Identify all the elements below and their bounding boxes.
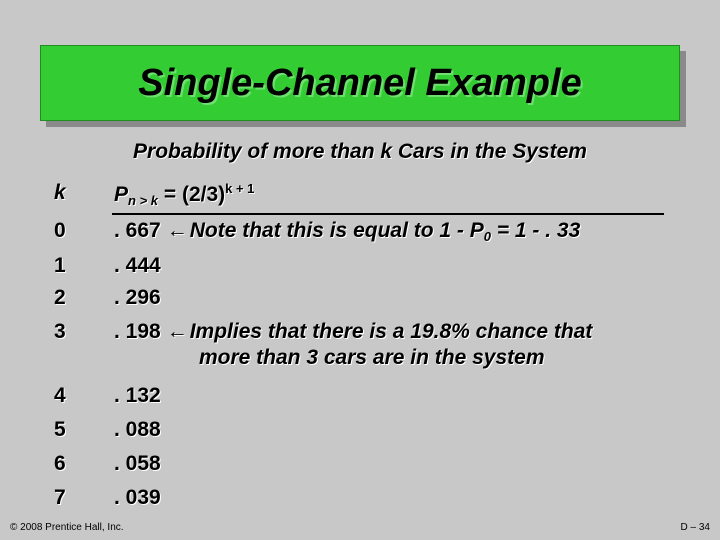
k-value-0: 0 [54,219,66,242]
note-3-line-2: more than 3 cars are in the system [199,346,545,369]
probability-value-7: . 039 [114,486,161,509]
note-0: Note that this is equal to 1 - P [189,219,484,242]
probability-value-2: . 296 [114,286,161,309]
k-column-header: k [54,181,66,204]
header-divider [112,213,664,215]
p-subscript: n > k [128,193,159,208]
p-column-header [114,181,254,208]
copyright-footer: © 2008 Prentice Hall, Inc. [10,522,124,533]
note-0-tail: = 1 - . 33 [490,219,581,242]
probability-value-6: . 058 [114,452,161,475]
p-exponent: k + 1 [225,181,255,196]
k-value-4: 4 [54,384,66,407]
left-arrow-icon: ← [166,219,188,242]
probability-row-0 [114,219,580,244]
title-banner [40,45,680,121]
probability-value-5: . 088 [114,418,161,441]
probability-value-0: . 667 [114,219,161,242]
slide-subtitle: Probability of more than k Cars in the System [133,140,587,163]
slide-number: D – 34 [680,522,710,533]
k-value-2: 2 [54,286,66,309]
p-symbol: P [114,183,129,206]
k-value-5: 5 [54,418,66,441]
probability-value-3: . 198 [114,320,161,343]
left-arrow-icon: ← [166,320,188,343]
slide-title: Single-Channel Example [138,61,582,104]
k-value-1: 1 [54,254,66,277]
k-value-6: 6 [54,452,66,475]
probability-row-3 [114,320,592,344]
note-0-subscript: 0 [483,229,491,244]
probability-value-4: . 132 [114,384,161,407]
k-value-3: 3 [54,320,66,343]
probability-value-1: . 444 [114,254,161,277]
p-formula: = (2/3) [158,183,226,206]
k-value-7: 7 [54,486,66,509]
note-3: Implies that there is a 19.8% chance that [189,320,593,343]
